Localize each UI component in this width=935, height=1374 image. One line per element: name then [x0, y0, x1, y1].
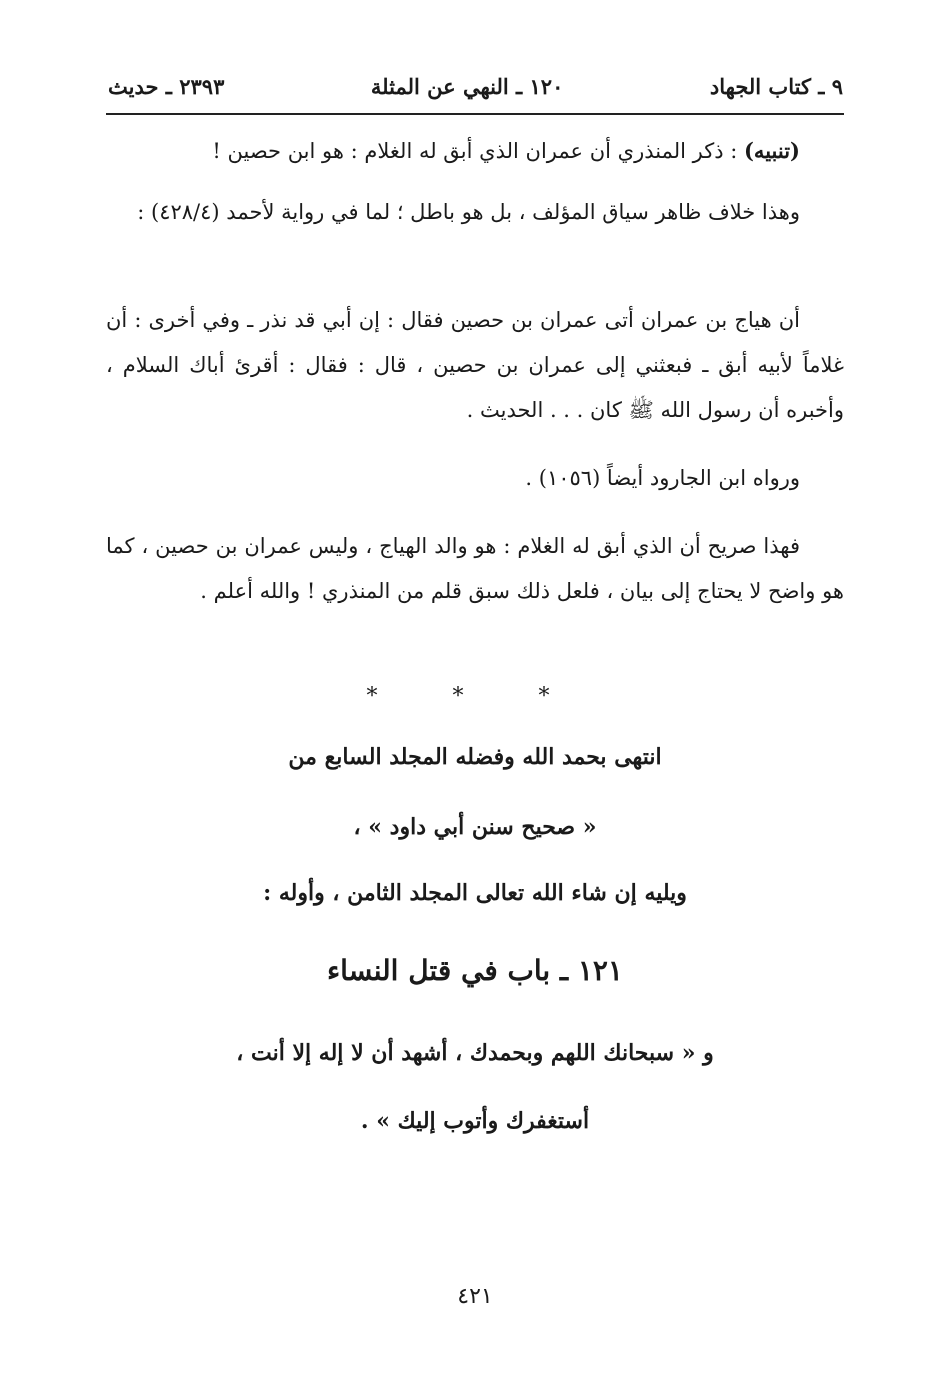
note-lead: (تنبيه): [744, 138, 800, 163]
header-chapter: ٩ ـ كتاب الجهاد: [709, 73, 843, 99]
section-separator: * * *: [366, 684, 584, 709]
note-text: : ذكر المنذري أن عمران الذي أبق له الغلام : هو ابن حصين !: [212, 139, 744, 163]
dua-line-1: و « سبحانك اللهم وبحمدك ، أشهد أن لا إله إلا أنت ،: [236, 1040, 714, 1066]
ahmad-reference: (٤٢٨/٤) :: [137, 200, 220, 224]
header-rule: [106, 113, 844, 115]
narration-paragraph: أن هياج بن عمران أتى عمران بن حصين فقال : إن أبي قد نذر ـ وفي أخرى : أن غلاماً لأبيه أبق ـ فبعثني إلى عمران بن حصين ، قال : فقال : أقرئ أباك السلام ، وأخبره أن رسول الله ﷺ كان . . . الحديث .: [106, 308, 844, 422]
contrary-paragraph: [106, 190, 844, 235]
contrary-text: وهذا خلاف ظاهر سياق المؤلف ، بل هو باطل ؛ لما في رواية لأحمد: [226, 200, 800, 224]
next-chapter-title: ١٢١ ـ باب في قتل النساء: [327, 954, 623, 987]
dua-line-2: أستغفرك وأتوب إليك » .: [360, 1108, 590, 1134]
page-number: ٤٢١: [457, 1284, 493, 1309]
header-section: ١٢٠ ـ النهي عن المثلة: [370, 73, 564, 99]
conclusion-paragraph: فهذا صريح أن الذي أبق له الغلام : هو والد الهياج ، وليس عمران بن حصين ، كما هو واضح لا يحتاج إلى بيان ، فلعل ذلك سبق قلم من المنذري ! والله أعلم .: [106, 534, 844, 603]
closing-line-2: « صحيح سنن أبي داود » ،: [353, 814, 597, 840]
closing-line-1: انتهى بحمد الله وفضله المجلد السابع من: [288, 744, 662, 770]
note-paragraph: [106, 128, 844, 174]
jarud-paragraph: ورواه ابن الجارود أيضاً (١٠٥٦) .: [525, 466, 800, 490]
closing-line-3: ويليه إن شاء الله تعالى المجلد الثامن ، وأوله :: [263, 880, 687, 906]
header-hadith-number: ٢٣٩٣ ـ حديث: [108, 73, 225, 99]
running-header: [108, 66, 843, 106]
